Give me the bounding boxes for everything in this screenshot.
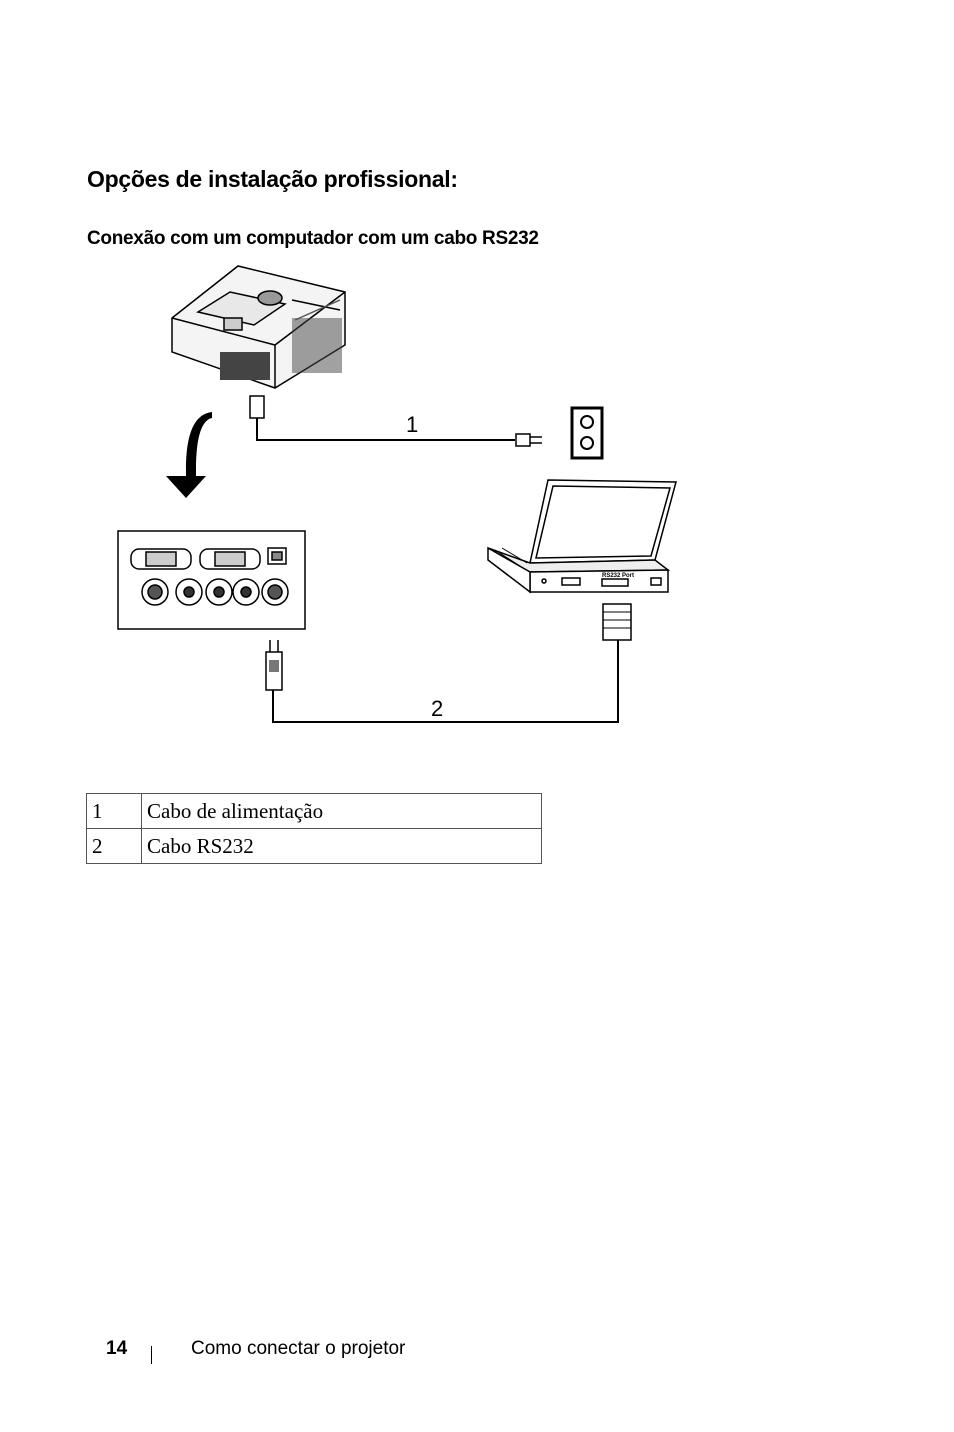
legend-label: Cabo RS232 — [142, 829, 542, 864]
arrow-down-icon — [166, 412, 212, 498]
laptop-illustration — [488, 480, 676, 592]
page-number: 14 — [106, 1338, 128, 1359]
table-row — [87, 794, 542, 829]
rs232-cable — [266, 604, 631, 722]
section-title: Opções de instalação profissional: — [87, 166, 458, 192]
chapter-title: Como conectar o projetor — [191, 1338, 406, 1359]
callout-2: 2 — [431, 696, 444, 721]
power-cable — [250, 396, 542, 446]
connector-panel — [118, 531, 305, 629]
legend-number: 2 — [87, 829, 142, 864]
callout-1: 1 — [406, 412, 419, 437]
subsection-title: Conexão com um computador com um cabo RS232 — [87, 228, 539, 249]
projector-illustration — [172, 266, 345, 388]
legend-label: Cabo de alimentação — [142, 794, 542, 829]
outlet-icon — [572, 408, 602, 458]
laptop-port-label: RS232 Port — [602, 573, 635, 579]
table-row — [87, 829, 542, 864]
legend-number: 1 — [87, 794, 142, 829]
footer-divider — [151, 1346, 152, 1364]
legend-table — [86, 793, 542, 864]
